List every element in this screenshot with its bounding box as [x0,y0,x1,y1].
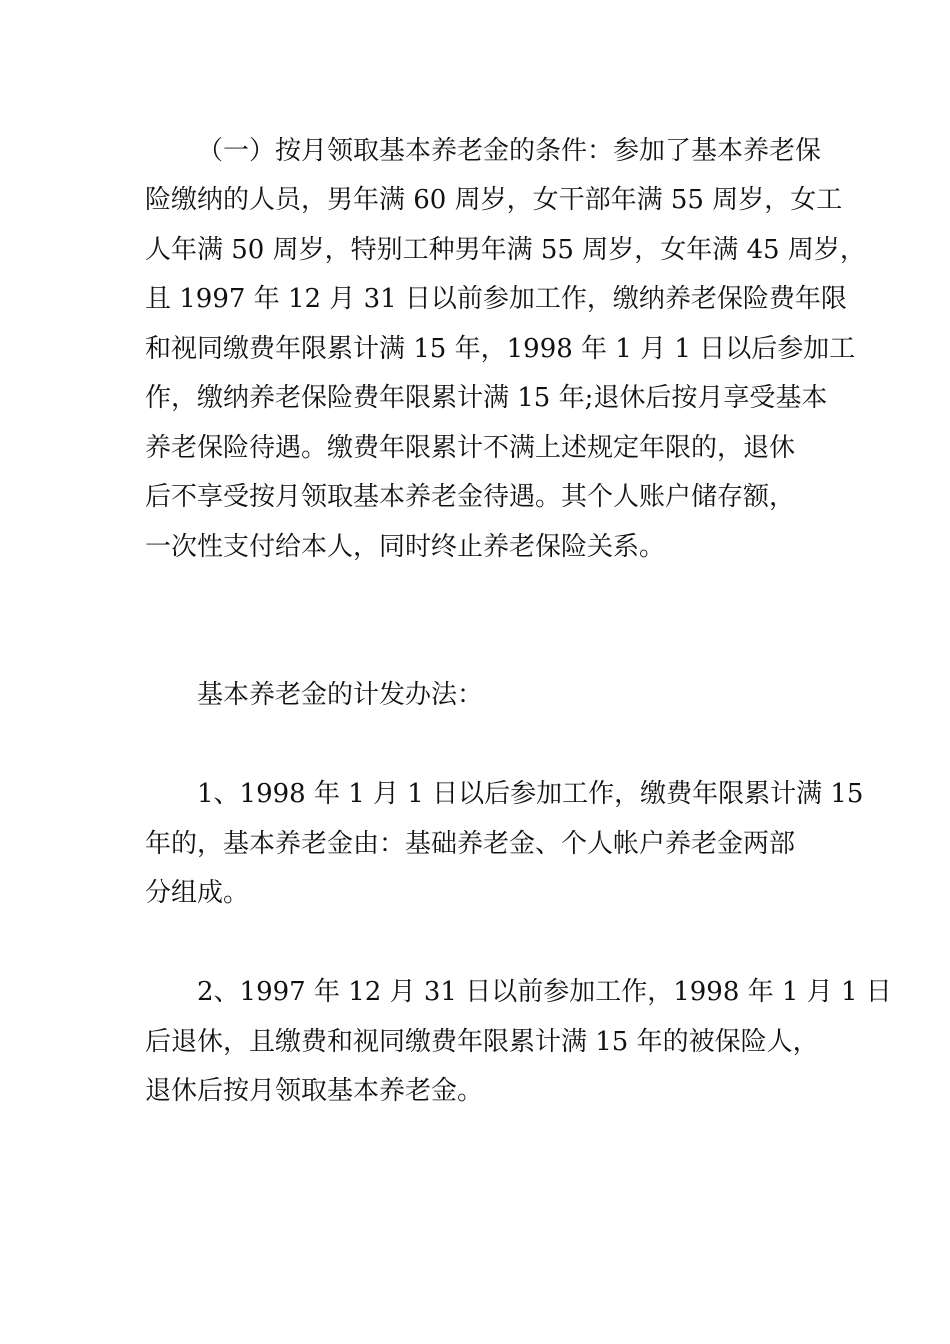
conditions-line-4: 且 1997 年 12 月 31 日以前参加工作，缴纳养老保险费年限 [145,284,847,314]
conditions-line-2: 险缴纳的人员，男年满 60 周岁，女干部年满 55 周岁，女工 [145,185,843,215]
item2-line-1: 2、1997 年 12 月 31 日以前参加工作，1998 年 1 月 1 日 [197,977,892,1007]
conditions-line-3: 人年满 50 周岁，特别工种男年满 55 周岁，女年满 45 周岁， [145,235,866,265]
conditions-line-1: （一）按月领取基本养老金的条件：参加了基本养老保 [197,136,822,166]
item2-line-2: 后退休，且缴费和视同缴费年限累计满 15 年的被保险人， [145,1027,819,1057]
conditions-line-6: 作，缴纳养老保险费年限累计满 15 年;退休后按月享受基本 [145,383,828,413]
item1-line-2: 年的，基本养老金由：基础养老金、个人帐户养老金两部 [145,829,796,859]
method-heading: 基本养老金的计发办法： [197,680,484,710]
conditions-line-5: 和视同缴费年限累计满 15 年，1998 年 1 月 1 日以后参加工 [145,334,856,364]
item1-line-1: 1、1998 年 1 月 1 日以后参加工作，缴费年限累计满 15 [197,779,864,809]
item2-line-3: 退休后按月领取基本养老金。 [145,1076,484,1106]
conditions-line-7: 养老保险待遇。缴费年限累计不满上述规定年限的，退休 [145,433,796,463]
item1-line-3: 分组成。 [145,878,250,908]
conditions-line-9: 一次性支付给本人，同时终止养老保险关系。 [145,532,666,562]
conditions-line-8: 后不享受按月领取基本养老金待遇。其个人账户储存额， [145,482,796,512]
